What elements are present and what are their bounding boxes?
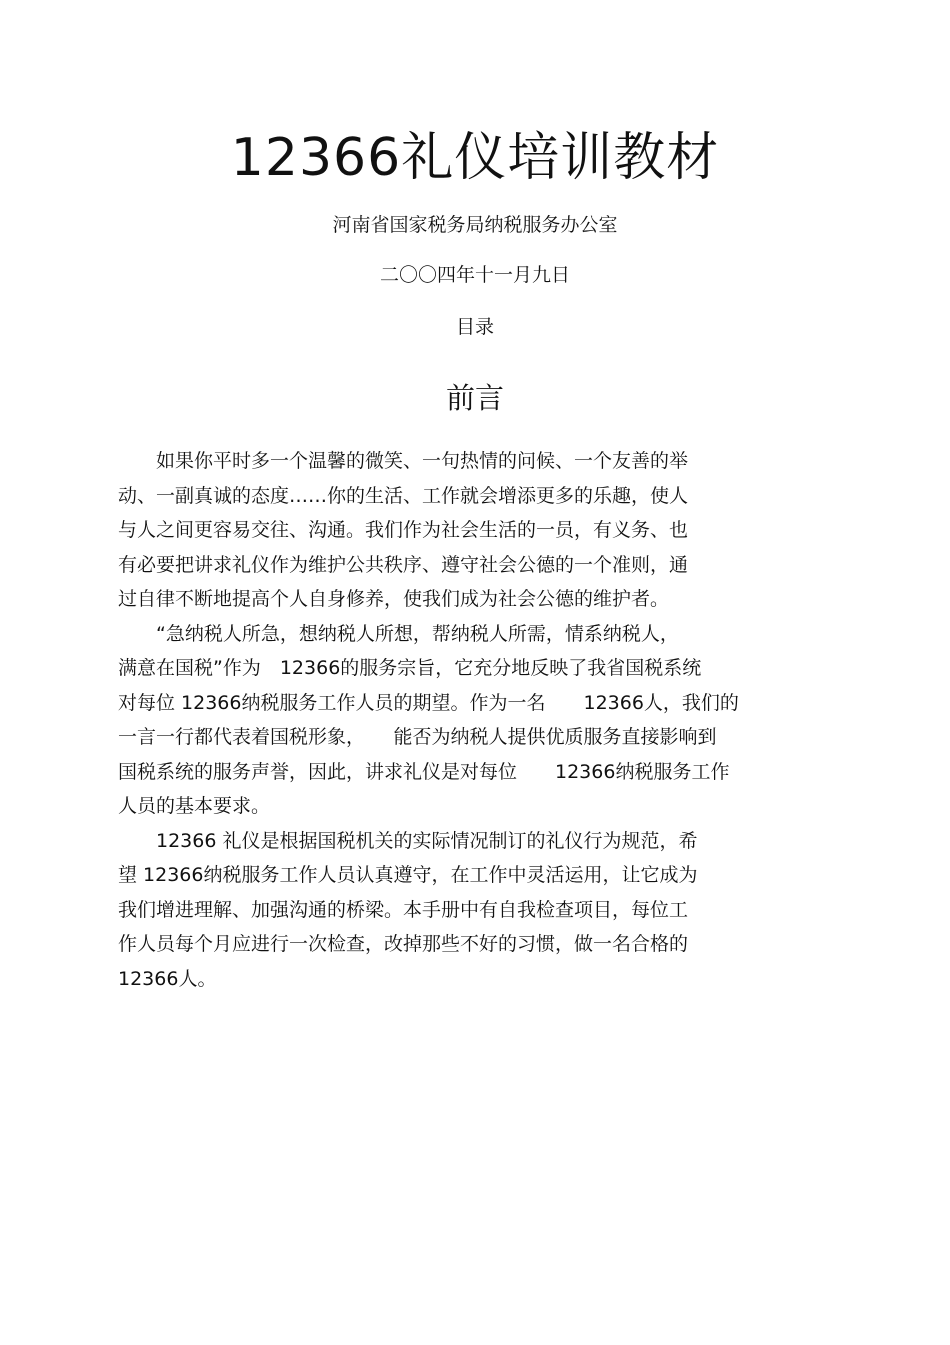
text-line: “急纳税人所急，想纳税人所想，帮纳税人所需，情系纳税人， <box>118 622 679 645</box>
text-line: 与人之间更容易交往、沟通。我们作为社会生活的一员，有义务、也 <box>118 519 689 541</box>
text-line: 望 12366纳税服务工作人员认真遵守，在工作中灵活运用，让它成为 <box>118 864 698 886</box>
text-line: 对每位 12366纳税服务工作人员的期望。作为一名 12366人，我们的 <box>118 691 739 714</box>
text-line: 一言一行都代表着国税形象， 能否为纳税人提供优质服务直接影响到 <box>118 726 717 748</box>
document-date: 二〇〇四年十一月九日 <box>379 264 570 286</box>
text-line: 人员的基本要求。 <box>118 795 271 817</box>
text-line: 国税系统的服务声誉，因此，讲求礼仪是对每位 12366纳税服务工作 <box>118 760 730 783</box>
section-heading: 前言 <box>445 381 504 415</box>
text-line: 满意在国税”作为 12366的服务宗旨，它充分地反映了我省国税系统 <box>118 657 702 679</box>
organization-name: 河南省国家税务局纳税服务办公室 <box>332 214 618 236</box>
document-title: 12366礼仪培训教材 <box>230 128 720 188</box>
preface-body <box>118 444 838 996</box>
text-line: 动、一副真诚的态度……你的生活、工作就会增添更多的乐趣，使人 <box>118 484 689 507</box>
text-line: 过自律不断地提高个人自身修养，使我们成为社会公德的维护者。 <box>118 588 670 610</box>
text-line: 我们增进理解、加强沟通的桥梁。本手册中有自我检查项目，每位工 <box>118 898 689 921</box>
text-line: 有必要把讲求礼仪作为维护公共秩序、遵守社会公德的一个准则，通 <box>118 553 689 576</box>
text-line: 12366人。 <box>118 967 217 990</box>
table-of-contents-label: 目录 <box>455 316 494 338</box>
text-line: 12366 礼仪是根据国税机关的实际情况制订的礼仪行为规范，希 <box>118 829 698 852</box>
text-line: 作人员每个月应进行一次检查，改掉那些不好的习惯，做一名合格的 <box>118 933 689 955</box>
text-line: 如果你平时多一个温馨的微笑、一句热情的问候、一个友善的举 <box>118 450 689 472</box>
